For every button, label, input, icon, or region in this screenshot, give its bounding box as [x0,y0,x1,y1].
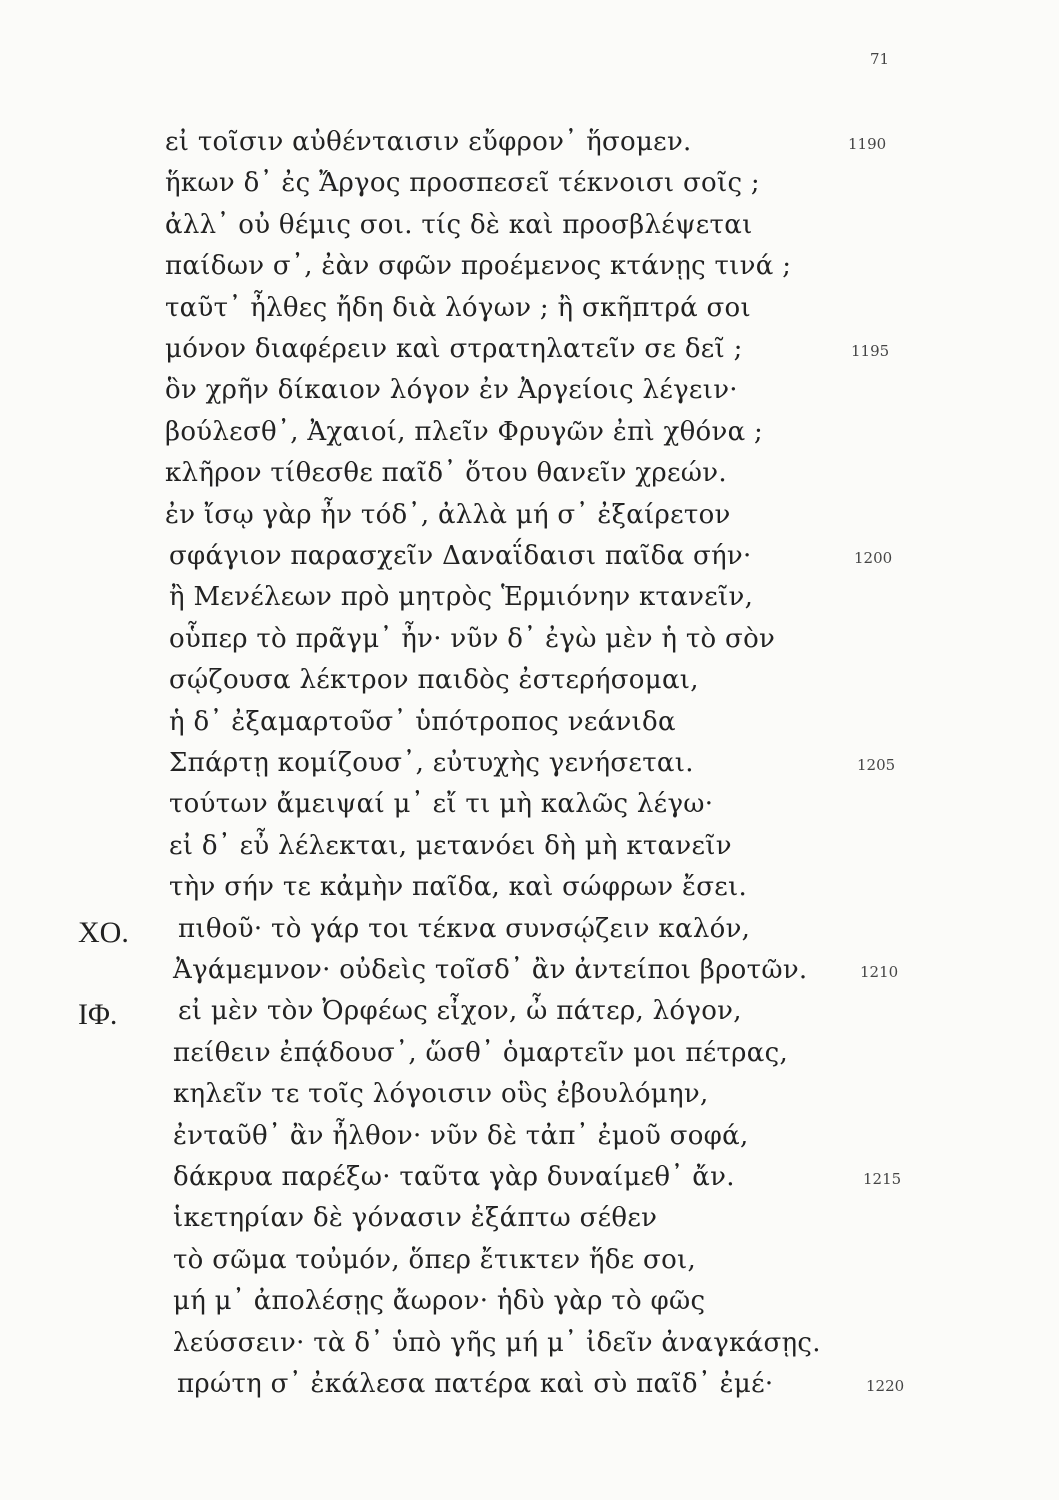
verse-line [0,1369,1059,1410]
speaker-label: ΙΦ. [78,998,118,1032]
verse-line [0,624,1059,665]
verse-line [0,251,1059,292]
verse-text: εἰ μὲν τὸν Ὀρφέως εἶχον, ὦ πάτερ, λόγον, [178,996,742,1027]
verse-text: ἀλλ᾽ οὐ θέμις σοι. τίς δὲ καὶ προσβλέψεται [165,209,753,240]
verse-line [0,996,1059,1037]
verse-line [0,707,1059,748]
verse-text: παίδων σ᾽, ἐὰν σφῶν προέμενος κτάνῃς τινά ; [165,251,792,282]
verse-line [0,168,1059,209]
page-number: 71 [870,50,890,68]
verse-text: Σπάρτῃ κομίζουσ᾽, εὐτυχὴς γενήσεται. [169,748,694,778]
verse-text: τὸ σῶμα τοὐμόν, ὅπερ ἔτικτεν ἥδε σοι, [173,1244,697,1275]
verse-text: σφάγιον παρασχεῖν Δαναΐδαισι παῖδα σήν· [169,541,752,571]
verse-line [0,541,1059,582]
verse-line [0,1038,1059,1079]
verse-line [0,872,1059,913]
verse-text: βούλεσθ᾽, Ἀχαιοί, πλεῖν Φρυγῶν ἐπὶ χθόνα ; [165,416,764,447]
verse-line [0,789,1059,830]
verse-text: ἡ δ᾽ ἐξαμαρτοῦσ᾽ ὑπότροπος νεάνιδα [169,706,676,737]
verse-text: εἰ τοῖσιν αὐθένταισιν εὔφρον᾽ ἥσομεν. [165,127,692,157]
verse-line [0,334,1059,375]
line-number: 1205 [857,756,896,774]
verse-line [0,665,1059,706]
verse-text: κηλεῖν τε τοῖς λόγοισιν οὓς ἐβουλόμην, [173,1079,709,1110]
verse-text: πείθειν ἐπᾴδουσ᾽, ὥσθ᾽ ὁμαρτεῖν μοι πέτρας, [173,1037,789,1068]
verse-text: δάκρυα παρέξω· ταῦτα γὰρ δυναίμεθ᾽ ἄν. [173,1162,735,1192]
verse-line [0,831,1059,872]
verse-text: Ἀγάμεμνον· οὐδεὶς τοῖσδ᾽ ἂν ἀντείποι βροτῶν. [173,955,808,985]
line-number: 1220 [866,1377,905,1395]
verse-text: ἢ Μενέλεων πρὸ μητρὸς Ἑρμιόνην κτανεῖν, [169,582,754,613]
verse-text: ἥκων δ᾽ ἐς Ἄργος προσπεσεῖ τέκνοισι σοῖς ; [165,168,760,199]
line-number: 1190 [848,135,887,153]
verse-text: ταῦτ᾽ ἦλθες ἤδη διὰ λόγων ; ἢ σκῆπτρά σοι [165,292,752,323]
verse-line [0,1328,1059,1369]
verse-line [0,210,1059,251]
line-number: 1195 [851,342,890,360]
verse-text: εἰ δ᾽ εὖ λέλεκται, μετανόει δὴ μὴ κτανεῖν [169,830,732,861]
verse-line [0,1203,1059,1244]
verse-line [0,1245,1059,1286]
verse-line [0,1079,1059,1120]
verse-line [0,500,1059,541]
verse-text: πιθοῦ· τὸ γάρ τοι τέκνα συνσῴζειν καλόν, [178,913,751,944]
verse-text: ἐν ἴσῳ γὰρ ἦν τόδ᾽, ἀλλὰ μή σ᾽ ἐξαίρετον [165,499,731,530]
verse-line [0,955,1059,996]
verse-text: τούτων ἄμειψαί μ᾽ εἴ τι μὴ καλῶς λέγω· [169,789,714,820]
verse-line [0,582,1059,623]
verse-text: τὴν σήν τε κἀμὴν παῖδα, καὶ σώφρων ἔσει. [169,872,748,903]
verse-line [0,375,1059,416]
line-number: 1210 [860,963,899,981]
verse-text: μόνον διαφέρειν καὶ στρατηλατεῖν σε δεῖ ; [165,334,743,364]
verse-line [0,1121,1059,1162]
line-number: 1200 [854,549,893,567]
verse-text: λεύσσειν· τὰ δ᾽ ὑπὸ γῆς μή μ᾽ ἰδεῖν ἀναγκάσῃς. [173,1327,821,1358]
verse-line [0,293,1059,334]
verse-line [0,127,1059,168]
verse-text: σῴζουσα λέκτρον παιδὸς ἐστερήσομαι, [169,665,699,696]
verse-text: οὗπερ τὸ πρᾶγμ᾽ ἦν· νῦν δ᾽ ἐγὼ μὲν ἡ τὸ σὸν [169,623,776,654]
verse-text: πρώτη σ᾽ ἐκάλεσα πατέρα καὶ σὺ παῖδ᾽ ἐμέ· [177,1369,774,1399]
verse-text: ἱκετηρίαν δὲ γόνασιν ἐξάπτω σέθεν [173,1203,658,1234]
verse-line [0,914,1059,955]
speaker-label: ΧΟ. [78,915,129,949]
verse-line [0,417,1059,458]
verse-line [0,1162,1059,1203]
verse-line [0,748,1059,789]
verse-text: μή μ᾽ ἀπολέσῃς ἄωρον· ἡδὺ γὰρ τὸ φῶς [173,1286,706,1317]
verse-line [0,1286,1059,1327]
verse-text: ἐνταῦθ᾽ ἂν ἦλθον· νῦν δὲ τἀπ᾽ ἐμοῦ σοφά, [173,1120,749,1151]
verse-text: κλῆρον τίθεσθε παῖδ᾽ ὅτου θανεῖν χρεών. [165,458,727,489]
line-number: 1215 [863,1170,902,1188]
verse-text: ὃν χρῆν δίκαιον λόγον ἐν Ἀργείοις λέγειν· [165,375,738,406]
verse-line [0,458,1059,499]
